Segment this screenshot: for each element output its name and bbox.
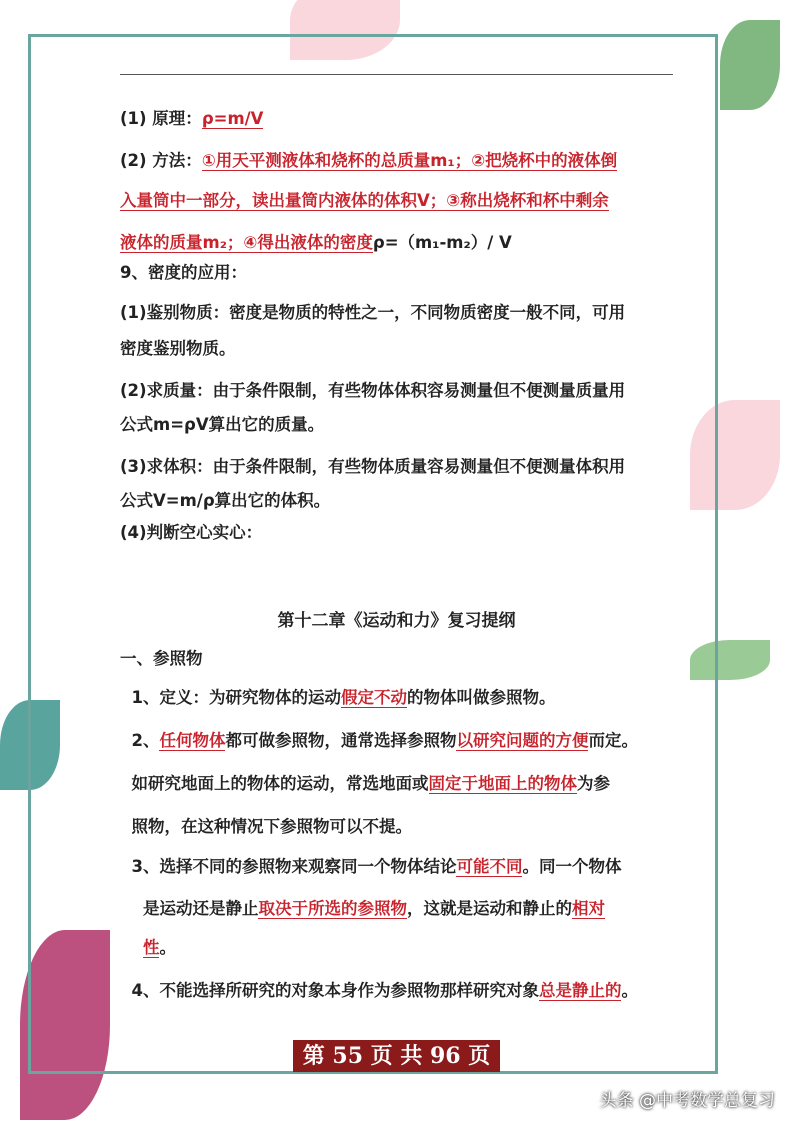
highlighted-text: 相对 [571, 899, 605, 918]
highlighted-text: 任何物体 [159, 731, 226, 750]
text-line [120, 980, 638, 1002]
text-line [120, 262, 247, 284]
text-segment: 照物，在这种情况下参照物可以不提。 [120, 817, 412, 836]
highlighted-text: 液体的质量m₂；④得出液体的密度 [120, 233, 373, 252]
highlighted-text: 性 [142, 938, 160, 957]
text-segment: 。 [621, 981, 638, 1000]
highlighted-text: ρ=m/V [201, 109, 264, 128]
text-segment: (2)求质量：由于条件限制，有些物体体积容易测量但不便测量质量用 [120, 381, 626, 400]
text-line [120, 687, 555, 709]
text-line [120, 522, 262, 544]
text-segment: 1、定义：为研究物体的运动 [120, 688, 341, 707]
highlighted-text: 取决于所选的参照物 [258, 899, 407, 918]
text-segment: 公式V=m/ρ算出它的体积。 [120, 491, 331, 510]
text-line [120, 380, 625, 402]
text-segment [120, 938, 143, 957]
text-line [120, 108, 263, 130]
text-segment: 都可做参照物，通常选择参照物 [225, 731, 457, 750]
text-segment: (1) 原理： [120, 109, 202, 128]
text-line [120, 490, 330, 512]
text-segment: 3、选择不同的参照物来观察同一个物体结论 [120, 857, 457, 876]
text-line [120, 937, 176, 959]
text-line [120, 302, 625, 324]
text-line [120, 456, 625, 478]
text-line [120, 773, 610, 795]
text-segment: (4)判断空心实心： [120, 523, 263, 542]
text-segment: (1)鉴别物质：密度是物质的特性之一，不同物质密度一般不同，可用 [120, 303, 626, 322]
text-line [120, 232, 512, 254]
page-number-badge: 第 55 页 共 96 页 [293, 1040, 500, 1072]
text-segment: ρ=（m₁-m₂）/ V [372, 233, 512, 252]
text-segment: (2) 方法： [120, 151, 202, 170]
text-line [120, 414, 324, 436]
highlighted-text: 总是静止的 [538, 981, 622, 1000]
text-segment: 4、不能选择所研究的对象本身作为参照物那样研究对象 [120, 981, 539, 1000]
text-segment: 密度鉴别物质。 [120, 339, 236, 358]
leaf-decoration [720, 20, 780, 110]
text-segment: 如研究地面上的物体的运动，常选地面或 [120, 774, 429, 793]
highlighted-text: ①用天平测液体和烧杯的总质量m₁；②把烧杯中的液体倒 [201, 151, 618, 170]
text-segment: (3)求体积：由于条件限制，有些物体质量容易测量但不便测量体积用 [120, 457, 626, 476]
text-segment: ，这就是运动和静止的 [406, 899, 572, 918]
highlighted-text: 可能不同 [456, 857, 523, 876]
text-line [120, 150, 617, 172]
text-segment: 为参 [577, 774, 610, 793]
text-line [120, 898, 605, 920]
text-line [120, 816, 412, 838]
text-segment: 是运动还是静止 [120, 899, 259, 918]
highlighted-text: 假定不动 [340, 688, 407, 707]
text-segment: 。同一个物体 [522, 857, 622, 876]
text-line [120, 190, 609, 212]
text-line [120, 338, 236, 360]
watermark: 头条 @中考数学总复习 [599, 1091, 775, 1111]
text-segment: 2、 [120, 731, 160, 750]
text-line [120, 730, 638, 752]
highlighted-text: 以研究问题的方便 [456, 731, 589, 750]
text-line [120, 856, 621, 878]
text-segment: 。 [159, 938, 176, 957]
text-segment: 一、参照物 [120, 649, 203, 668]
text-segment: 9、密度的应用： [120, 263, 247, 282]
header-rule [120, 74, 673, 75]
text-segment: 而定。 [588, 731, 638, 750]
text-segment: 公式m=ρV算出它的质量。 [120, 415, 325, 434]
text-segment: 的物体叫做参照物。 [406, 688, 556, 707]
highlighted-text: 固定于地面上的物体 [428, 774, 577, 793]
highlighted-text: 入量筒中一部分，读出量筒内液体的体积V；③称出烧杯和杯中剩余 [120, 191, 609, 210]
chapter-title: 第十二章《运动和力》复习提纲 [277, 611, 516, 631]
text-line [120, 648, 203, 670]
